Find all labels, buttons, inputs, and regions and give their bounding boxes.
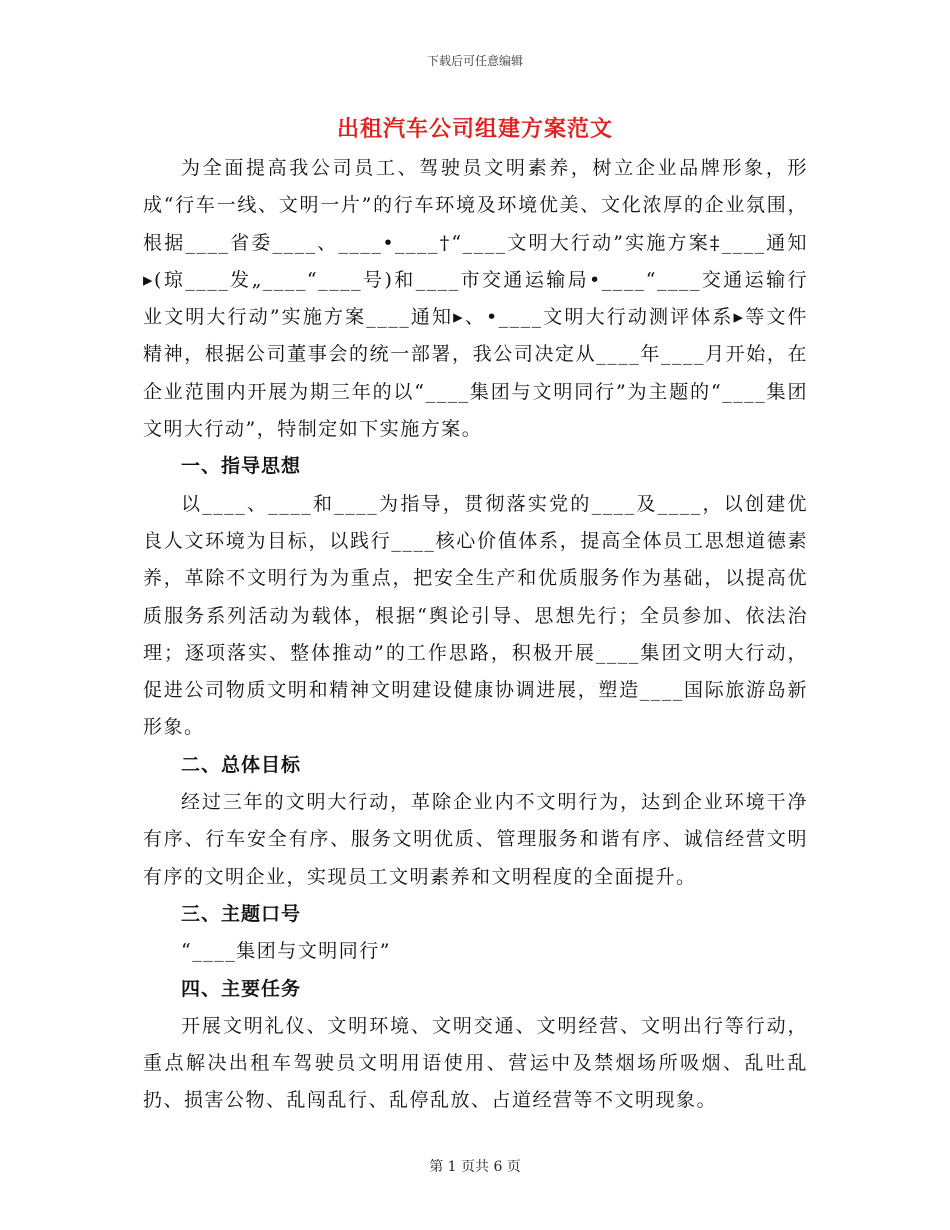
section-heading-overall-goal: 二、总体目标 bbox=[181, 753, 302, 776]
section-heading-main-tasks: 四、主要任务 bbox=[181, 977, 302, 1000]
section-heading-theme-slogan: 三、主题口号 bbox=[181, 902, 302, 925]
page-number: 第 1 页共 6 页 bbox=[429, 1159, 521, 1175]
section-text-overall-goal: 经过三年的文明大行动，革除企业内不文明行为，达到企业环境干净有序、行车安全有序、服务文明优质、管理服务和谐有序、诚信经营文明有序的文明企业，实现员工文明素养和文明程度的全面提升。 bbox=[143, 791, 808, 888]
document-body bbox=[143, 150, 808, 1120]
intro-paragraph: 为全面提高我公司员工、驾驶员文明素养，树立企业品牌形象，形成“行车一线、文明一片”的行车环境及环境优美、文化浓厚的企业氛围，根据____省委____、____•____†“____文明大行动”实施方案‡____通知▸(琼____发„____“____号)和____市交通运输局•____“____交通运输行业文明大行动”实施方案____通知▸、•____文明大行动测评体系▸等文件精神，根据公司董事会的统一部署，我公司决定从____年____月开始，在企业范围内开展为期三年的以“____集团与文明同行”为主题的“____集团文明大行动”，特制定如下实施方案。 bbox=[143, 157, 808, 441]
section-text-main-tasks: 开展文明礼仪、文明环境、文明交通、文明经营、文明出行等行动，重点解决出租车驾驶员文明用语使用、营运中及禁烟场所吸烟、乱吐乱扔、损害公物、乱闯乱行、乱停乱放、占道经营等不文明现象。 bbox=[143, 1014, 808, 1112]
section-text-theme-slogan: “____集团与文明同行” bbox=[181, 940, 391, 963]
document-title: 出租汽车公司组建方案范文 bbox=[336, 116, 613, 142]
section-heading-guiding-ideology: 一、指导思想 bbox=[181, 455, 302, 478]
section-text-guiding-ideology: 以____、____和____为指导，贯彻落实党的____及____，以创建优良人文环境为目标，以践行____核心价值体系，提高全体员工思想道德素养，革除不文明行为为重点，把安全生产和优质服务作为基础，以提高优质服务系列活动为载体，根据“舆论引导、思想先行；全员参加、依法治理；逐项落实、整体推动”的工作思路，积极开展____集团文明大行动，促进公司物质文明和精神文明建设健康协调进展，塑造____国际旅游岛新形象。 bbox=[143, 492, 808, 739]
page-header-note: 下载后可任意编辑 bbox=[426, 54, 523, 68]
